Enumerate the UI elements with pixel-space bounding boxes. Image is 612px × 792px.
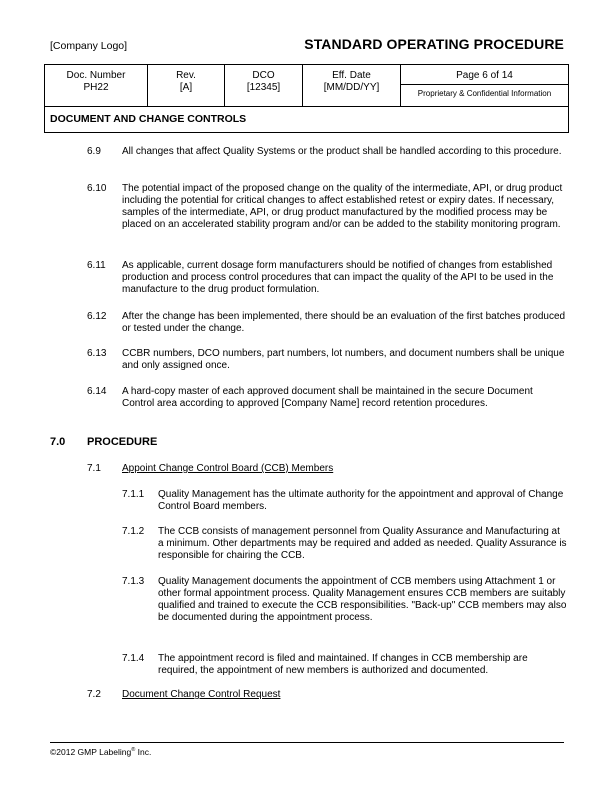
item-text: A hard-copy master of each approved document shall be maintained in the secure Document Control area according to approved [Company Name] record retention procedures. bbox=[122, 386, 533, 409]
item-text: Quality Management documents the appointment of CCB members using Attachment 1 or other formal appointment process. Quality Management ensures CCB members are suitably qualified and trained to execute the CCB responsibilities. "Back-up" CCB members may also be documented during the appointment process. bbox=[158, 576, 567, 623]
item-number: 7.1.2 bbox=[122, 526, 145, 537]
copyright-suffix: Inc. bbox=[135, 747, 152, 757]
subsection-title: Appoint Change Control Board (CCB) Members bbox=[122, 463, 334, 474]
copyright-text: ©2012 GMP Labeling bbox=[50, 747, 132, 757]
revision-cell bbox=[148, 65, 225, 107]
item-text: Quality Management has the ultimate authority for the appointment and approval of Change Control Board members. bbox=[158, 489, 564, 512]
item-text: All changes that affect Quality Systems or the product shall be handled according to this procedure. bbox=[122, 146, 562, 157]
footer-copyright bbox=[50, 747, 151, 757]
subsection-title: Document Change Control Request bbox=[122, 689, 281, 700]
effective-date-value: [MM/DD/YY] bbox=[323, 82, 380, 93]
dco-label: DCO bbox=[252, 70, 275, 81]
effective-date-cell bbox=[303, 65, 401, 107]
document-type-title: STANDARD OPERATING PROCEDURE bbox=[304, 36, 564, 52]
document-info-table bbox=[44, 64, 569, 133]
item-number: 7.1.4 bbox=[122, 653, 145, 664]
section-title: PROCEDURE bbox=[87, 436, 158, 448]
page-number: Page 6 of 14 bbox=[401, 65, 568, 85]
item-text: The appointment record is filed and maintained. If changes in CCB membership are required, the appointment of new members is authorized and documented. bbox=[158, 653, 528, 676]
item-text: The CCB consists of management personnel from Quality Assurance and Manufacturing at a minimum. Other departments may be required and added as needed. Quality Assurance is responsible for chairing the CCB. bbox=[158, 526, 567, 561]
item-number: 6.13 bbox=[87, 348, 107, 359]
item-number: 6.14 bbox=[87, 386, 107, 397]
item-number: 6.11 bbox=[87, 260, 106, 271]
dco-cell bbox=[225, 65, 303, 107]
doc-number-cell bbox=[45, 65, 148, 107]
item-text: CCBR numbers, DCO numbers, part numbers, lot numbers, and document numbers shall be unique and only assigned once. bbox=[122, 348, 565, 371]
page-header bbox=[50, 36, 564, 56]
page-info-cell bbox=[401, 65, 569, 107]
item-number: 7.1.1 bbox=[122, 489, 145, 500]
item-number: 6.12 bbox=[87, 311, 107, 322]
company-logo-placeholder: [Company Logo] bbox=[50, 40, 128, 52]
registered-mark: ® bbox=[131, 747, 136, 754]
subsection-number: 7.2 bbox=[87, 689, 101, 700]
footer-divider bbox=[50, 742, 564, 743]
dco-value: [12345] bbox=[246, 82, 281, 93]
item-number: 6.10 bbox=[87, 183, 107, 194]
doc-number-label: Doc. Number bbox=[66, 70, 126, 81]
document-title: DOCUMENT AND CHANGE CONTROLS bbox=[45, 107, 569, 133]
effective-date-label: Eff. Date bbox=[332, 70, 371, 81]
item-text: The potential impact of the proposed change on the quality of the intermediate, API, or drug product including the potential for critical changes to affect established retest or expiry dates. If necessary, samples of the intermediate, API, or drug product manufactured by the modified process may be placed on an accelerated stability program and/or can be added to the stability monitoring program. bbox=[122, 183, 563, 230]
confidential-notice: Proprietary & Confidential Information bbox=[417, 89, 552, 98]
item-text: After the change has been implemented, there should be an evaluation of the first batches produced or tested under the change. bbox=[122, 311, 566, 334]
doc-number-value: PH22 bbox=[83, 82, 109, 93]
revision-value: [A] bbox=[179, 82, 193, 93]
item-text: As applicable, current dosage form manufacturers should be notified of changes from established production and process control procedures that can impact the quality of the API to be used in the manufacture to the drug product formulation. bbox=[122, 260, 554, 295]
item-number: 6.9 bbox=[87, 146, 101, 157]
section-number: 7.0 bbox=[50, 436, 66, 448]
revision-label: Rev. bbox=[176, 70, 196, 81]
item-number: 7.1.3 bbox=[122, 576, 145, 587]
subsection-number: 7.1 bbox=[87, 463, 101, 474]
